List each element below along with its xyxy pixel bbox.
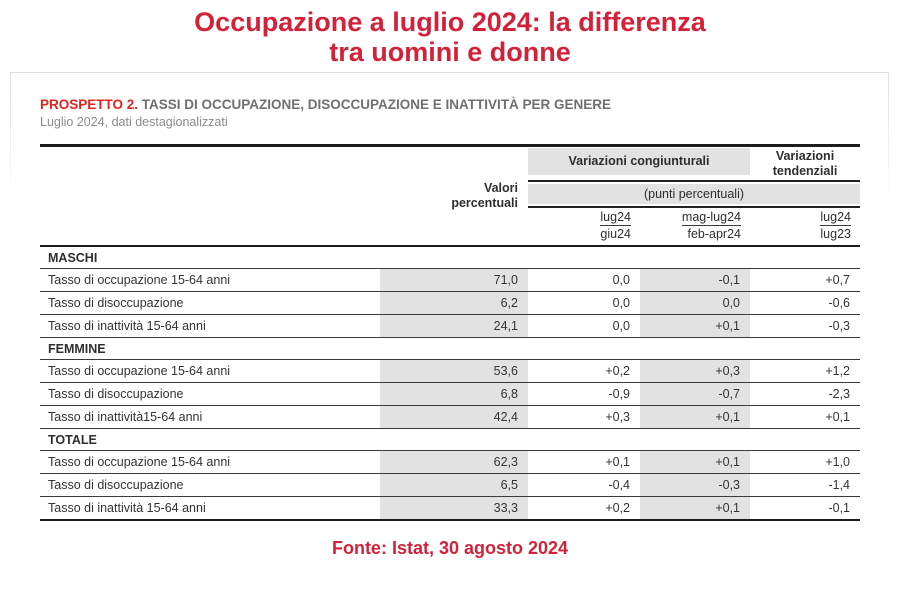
variazioni-tendenziali-header — [750, 146, 860, 182]
page-title-line2: tra uomini e donne — [329, 37, 571, 67]
prospetto-heading — [40, 97, 900, 112]
valori-cell: 62,3 — [380, 451, 528, 474]
section-name: TOTALE — [40, 429, 860, 451]
table-row — [40, 474, 860, 497]
valori-header-line1: Valori — [483, 181, 518, 195]
table-row — [40, 406, 860, 429]
period-cong2-bottom: feb-apr24 — [687, 227, 741, 241]
cong2-cell: 0,0 — [640, 292, 750, 315]
table-row — [40, 360, 860, 383]
cong2-cell: -0,1 — [640, 269, 750, 292]
section-header-row — [40, 338, 860, 360]
tend-cell: +1,0 — [750, 451, 860, 474]
panel-right-edge — [888, 72, 889, 202]
period-tend-bottom: lug23 — [820, 227, 851, 241]
page-title-line1: Occupazione a luglio 2024: la differenza — [194, 7, 706, 37]
row-label: Tasso di inattività15-64 anni — [40, 406, 380, 429]
cong1-cell: +0,2 — [528, 360, 640, 383]
cong1-cell: 0,0 — [528, 269, 640, 292]
tend-cell: -0,1 — [750, 497, 860, 521]
header-row-bands — [40, 146, 860, 182]
punti-percentuali-header — [528, 181, 860, 207]
cong1-cell: -0,9 — [528, 383, 640, 406]
section-header-row — [40, 429, 860, 451]
table-row — [40, 292, 860, 315]
period-cong2-top: mag-lug24 — [681, 210, 741, 224]
period-cong1-bottom: giu24 — [600, 227, 631, 241]
panel-left-edge — [10, 72, 11, 202]
table-row — [40, 497, 860, 521]
cong2-cell: +0,1 — [640, 451, 750, 474]
row-label: Tasso di inattività 15-64 anni — [40, 315, 380, 338]
tend-cell: +0,1 — [750, 406, 860, 429]
prospetto-title: TASSI DI OCCUPAZIONE, DISOCCUPAZIONE E INATTIVITÀ PER GENERE — [138, 97, 612, 112]
period-header-cong1 — [528, 207, 640, 246]
period-header-tend — [750, 207, 860, 246]
row-label: Tasso di inattività 15-64 anni — [40, 497, 380, 521]
source-note: Fonte: Istat, 30 agosto 2024 — [331, 538, 569, 558]
valori-cell: 71,0 — [380, 269, 528, 292]
valori-cell: 24,1 — [380, 315, 528, 338]
valori-percentuali-header — [40, 146, 528, 247]
cong2-cell: -0,3 — [640, 474, 750, 497]
period-tend-top: lug24 — [820, 210, 851, 224]
row-label: Tasso di disoccupazione — [40, 292, 380, 315]
section-name: MASCHI — [40, 246, 860, 269]
tendenziali-header-line1: Variazioni — [775, 149, 835, 163]
section-name: FEMMINE — [40, 338, 860, 360]
row-label: Tasso di disoccupazione — [40, 383, 380, 406]
valori-cell: 42,4 — [380, 406, 528, 429]
prospetto-label: PROSPETTO 2. — [40, 97, 139, 112]
tend-cell: +0,7 — [750, 269, 860, 292]
tend-cell: -0,6 — [750, 292, 860, 315]
table-row — [40, 269, 860, 292]
period-header-cong2 — [640, 207, 750, 246]
tend-cell: -2,3 — [750, 383, 860, 406]
cong1-cell: +0,1 — [528, 451, 640, 474]
table-row — [40, 315, 860, 338]
section-header-row — [40, 246, 860, 269]
panel-top-divider — [10, 72, 889, 73]
tendenziali-header-line2: tendenziali — [772, 164, 838, 178]
valori-cell: 53,6 — [380, 360, 528, 383]
prospetto-table — [40, 144, 860, 521]
cong1-cell: 0,0 — [528, 292, 640, 315]
table-row — [40, 383, 860, 406]
row-label: Tasso di disoccupazione — [40, 474, 380, 497]
row-label: Tasso di occupazione 15-64 anni — [40, 269, 380, 292]
cong2-cell: +0,1 — [640, 315, 750, 338]
variazioni-congiunturali-label: Variazioni congiunturali — [528, 148, 750, 175]
valori-cell: 33,3 — [380, 497, 528, 521]
cong1-cell: 0,0 — [528, 315, 640, 338]
tend-cell: +1,2 — [750, 360, 860, 383]
valori-cell: 6,5 — [380, 474, 528, 497]
tend-cell: -1,4 — [750, 474, 860, 497]
cong2-cell: +0,3 — [640, 360, 750, 383]
cong1-cell: -0,4 — [528, 474, 640, 497]
cong1-cell: +0,3 — [528, 406, 640, 429]
row-label: Tasso di occupazione 15-64 anni — [40, 451, 380, 474]
valori-cell: 6,8 — [380, 383, 528, 406]
page-title — [0, 0, 900, 67]
cong2-cell: +0,1 — [640, 497, 750, 521]
table-row — [40, 451, 860, 474]
variazioni-congiunturali-header — [528, 146, 750, 182]
punti-percentuali-label: (punti percentuali) — [528, 184, 860, 204]
prospetto-subtitle: Luglio 2024, dati destagionalizzati — [40, 115, 228, 129]
row-label: Tasso di occupazione 15-64 anni — [40, 360, 380, 383]
cong1-cell: +0,2 — [528, 497, 640, 521]
cong2-cell: -0,7 — [640, 383, 750, 406]
valori-cell: 6,2 — [380, 292, 528, 315]
tend-cell: -0,3 — [750, 315, 860, 338]
cong2-cell: +0,1 — [640, 406, 750, 429]
period-cong1-top: lug24 — [600, 210, 631, 224]
valori-header-line2: percentuali — [451, 196, 518, 210]
